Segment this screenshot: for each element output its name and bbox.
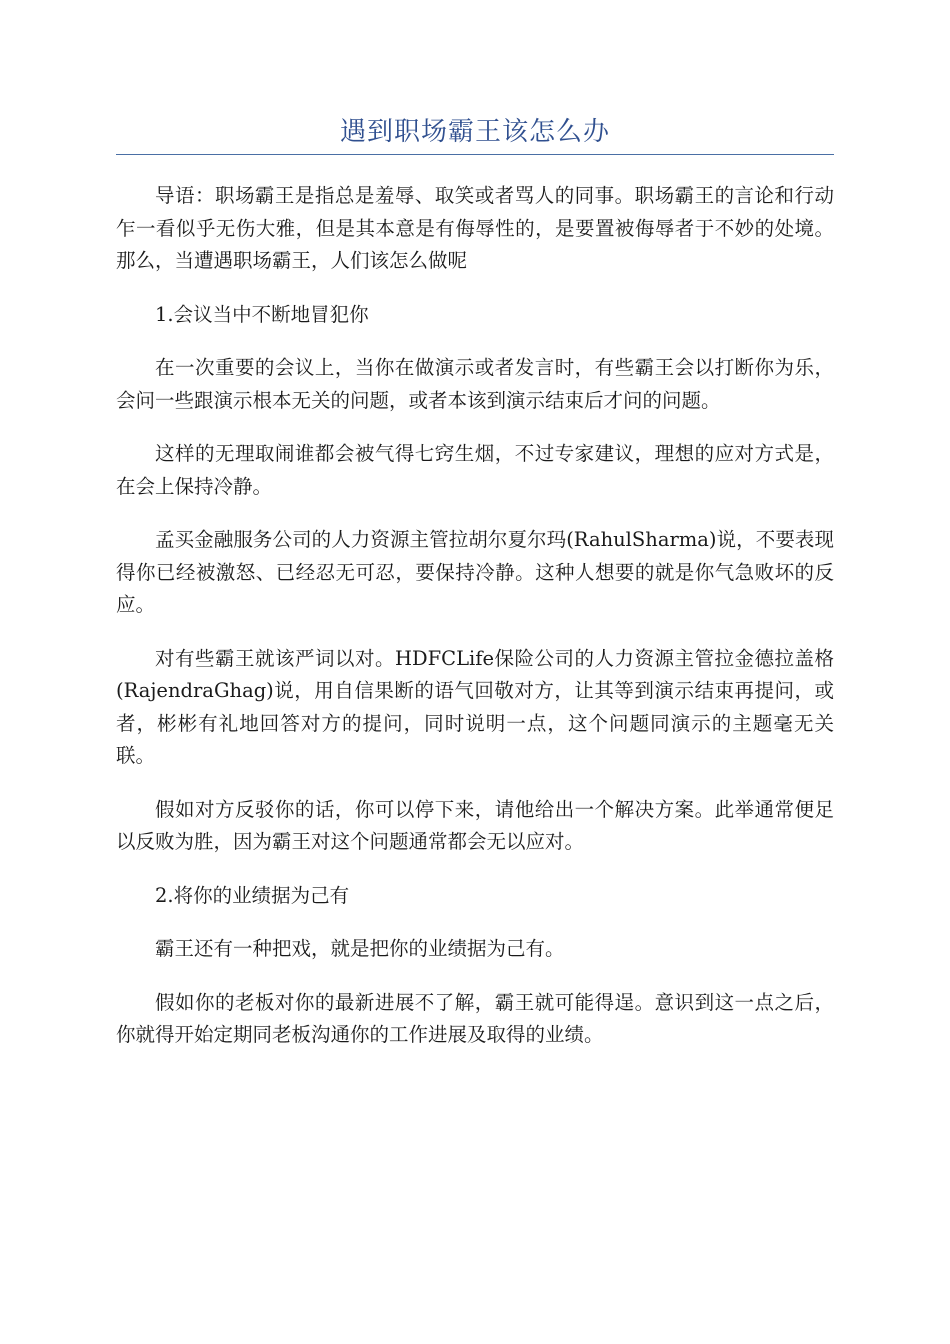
- paragraph: 假如对方反驳你的话，你可以停下来，请他给出一个解决方案。此举通常便足以反败为胜，因为霸王对这个问题通常都会无以应对。: [116, 797, 834, 853]
- paragraph: 孟买金融服务公司的人力资源主管拉胡尔夏尔玛(RahulSharma)说，不要表现得你已经被激怒、已经忍无可忍，要保持冷静。这种人想要的就是你气急败坏的反应。: [116, 528, 834, 616]
- paragraph: 对有些霸王就该严词以对。HDFCLife保险公司的人力资源主管拉金德拉盖格(RajendraGhag)说，用自信果断的语气回敬对方，让其等到演示结束再提问，或者，彬彬有礼地回答对方的提问，同时说明一点，这个问题同演示的主题毫无关联。: [116, 646, 834, 767]
- paragraph: 这样的无理取闹谁都会被气得七窍生烟，不过专家建议，理想的应对方式是，在会上保持冷静。: [116, 442, 834, 498]
- document-body: [116, 180, 834, 1073]
- paragraph: 霸王还有一种把戏，就是把你的业绩据为己有。: [155, 937, 565, 960]
- paragraph-intro: 导语：职场霸王是指总是羞辱、取笑或者骂人的同事。职场霸王的言论和行动乍一看似乎无伤大雅，但是其本意是有侮辱性的，是要置被侮辱者于不妙的处境。那么，当遭遇职场霸王，人们该怎么做呢: [116, 184, 834, 272]
- paragraph: 在一次重要的会议上，当你在做演示或者发言时，有些霸王会以打断你为乐，会问一些跟演示根本无关的问题，或者本该到演示结束后才问的问题。: [116, 356, 834, 412]
- title-underline: [116, 154, 834, 155]
- document-title: 遇到职场霸王该怎么办: [339, 117, 610, 147]
- section-heading-2: 2.将你的业绩据为己有: [155, 883, 350, 907]
- paragraph: 假如你的老板对你的最新进展不了解，霸王就可能得逞。意识到这一点之后，你就得开始定期同老板沟通你的工作进展及取得的业绩。: [116, 990, 834, 1046]
- section-heading-1: 1.会议当中不断地冒犯你: [155, 302, 369, 326]
